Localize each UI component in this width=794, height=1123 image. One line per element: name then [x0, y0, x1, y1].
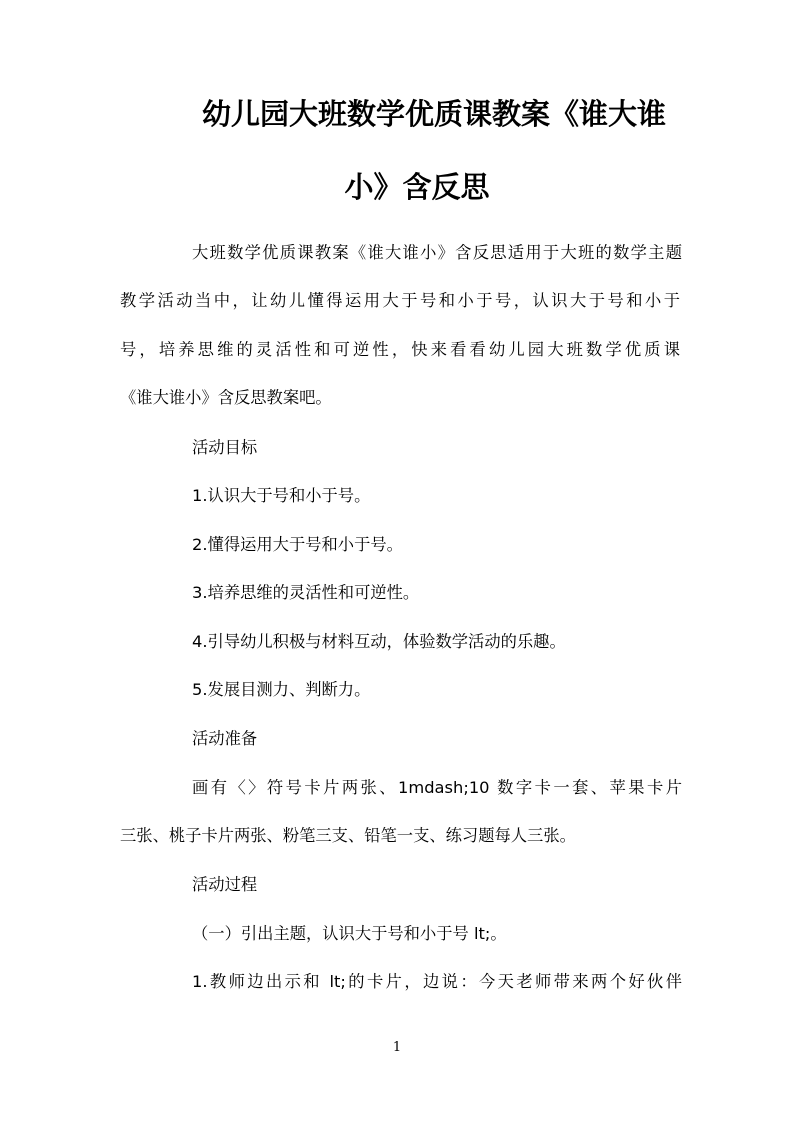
page-number: 1	[392, 1040, 402, 1055]
document-title-line-2: 小》含反思	[344, 170, 490, 204]
goal-item-1: 1.认识大于号和小于号。	[192, 486, 371, 505]
goal-item-5: 5.发展目测力、判断力。	[192, 680, 371, 699]
goal-item-2: 2.懂得运用大于号和小于号。	[192, 535, 403, 554]
goal-item-4: 4.引导幼儿积极与材料互动，体验数学活动的乐趣。	[192, 632, 566, 651]
intro-line-3: 号，培养思维的灵活性和可逆性，快来看看幼儿园大班数学优质课	[120, 340, 680, 359]
intro-line-4: 《谁大谁小》含反思教案吧。	[120, 388, 332, 407]
process-paragraph-1: 1.教师边出示和 lt;的卡片，边说：今天老师带来两个好伙伴	[192, 972, 682, 991]
intro-line-2: 教学活动当中，让幼儿懂得运用大于号和小于号，认识大于号和小于	[120, 291, 680, 310]
prep-line-1: 画有〈〉符号卡片两张、1mdash;10 数字卡一套、苹果卡片	[192, 778, 682, 797]
section-heading-prep: 活动准备	[192, 729, 258, 748]
section-heading-process: 活动过程	[192, 875, 258, 894]
document-title-line-1: 幼儿园大班数学优质课教案《谁大谁	[202, 97, 667, 131]
prep-line-2: 三张、桃子卡片两张、粉笔三支、铅笔一支、练习题每人三张。	[120, 826, 576, 845]
goal-item-3: 3.培养思维的灵活性和可逆性。	[192, 583, 420, 602]
intro-line-1: 大班数学优质课教案《谁大谁小》含反思适用于大班的数学主题	[192, 243, 682, 262]
process-subheading-1: （一）引出主题，认识大于号和小于号 lt;。	[192, 924, 507, 943]
section-heading-goals: 活动目标	[192, 438, 258, 457]
